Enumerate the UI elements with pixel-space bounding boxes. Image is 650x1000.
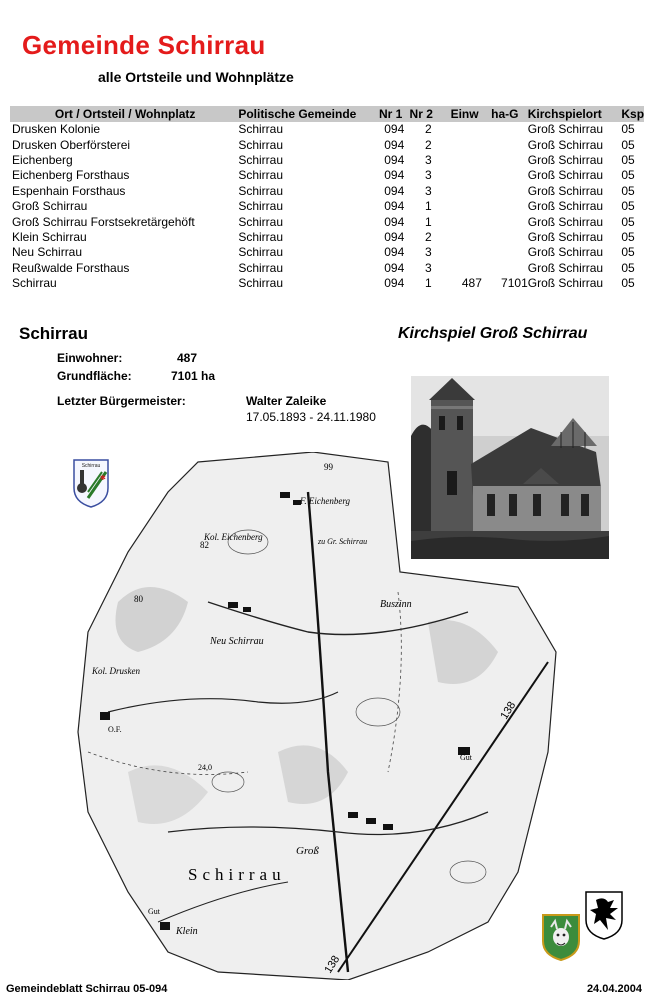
- table-cell: 094: [384, 260, 405, 275]
- table-cell: 05: [621, 276, 635, 291]
- table-cell: 094: [384, 168, 405, 183]
- mayor-label: Letzter Bürgermeister:: [57, 394, 186, 408]
- inhabitants-value: 487: [177, 351, 198, 365]
- table-cell: Groß Schirrau Forstsekretärgehöft: [12, 214, 195, 229]
- table-cell: 2: [425, 122, 432, 137]
- table-cell: Groß Schirrau: [527, 137, 604, 152]
- parish-heading: Kirchspiel Groß Schirrau: [398, 325, 588, 342]
- table-row: [10, 276, 644, 291]
- table-cell: Eichenberg: [12, 152, 73, 167]
- table-row: [10, 122, 644, 137]
- table-cell: Schirrau: [238, 199, 283, 214]
- table-cell: 05: [621, 199, 635, 214]
- table-cell: [447, 261, 482, 276]
- area-value: 7101 ha: [171, 369, 216, 383]
- map-label-neu-schirrau: Neu Schirrau: [210, 636, 264, 647]
- map-label-road-138-bottom: 138: [322, 953, 343, 976]
- table-cell: 094: [384, 183, 405, 198]
- table-cell: [482, 214, 528, 229]
- table-cell: Klein Schirrau: [12, 229, 87, 244]
- table-cell: 05: [621, 245, 635, 260]
- map-drawing: [48, 452, 560, 980]
- localities-table: [10, 106, 644, 291]
- table-cell: [447, 153, 482, 168]
- map-label-eichenberg: F. Eichenberg: [300, 496, 350, 506]
- table-cell: 094: [384, 229, 405, 244]
- table-cell: [447, 199, 482, 214]
- table-row: [10, 137, 644, 152]
- table-cell: Eichenberg Forsthaus: [12, 168, 130, 183]
- page-subtitle: alle Ortsteile und Wohnplätze: [98, 69, 294, 85]
- table-cell: [447, 230, 482, 245]
- table-cell: Groß Schirrau: [527, 199, 604, 214]
- table-cell: 2: [425, 229, 432, 244]
- table-cell: 094: [384, 276, 405, 291]
- map-label-82: 82: [200, 540, 209, 550]
- table-row: [10, 245, 644, 260]
- table-cell: Schirrau: [238, 260, 283, 275]
- map-label-kol-drusken: Kol. Drusken: [92, 666, 140, 676]
- table-cell: [447, 137, 482, 152]
- table-body: [10, 122, 644, 291]
- table-cell: [482, 153, 528, 168]
- table-cell: Schirrau: [238, 168, 283, 183]
- table-cell: Schirrau: [238, 183, 283, 198]
- map-label-buszinn: Buszinn: [380, 599, 412, 610]
- map-label-80: 80: [134, 594, 143, 604]
- table-cell: Schirrau: [12, 276, 57, 291]
- svg-text:✱: ✱: [100, 474, 106, 482]
- table-cell: 05: [621, 229, 635, 244]
- table-cell: [447, 245, 482, 260]
- inhabitants-label: Einwohner:: [57, 351, 123, 365]
- table-cell: Schirrau: [238, 137, 283, 152]
- table-cell: Groß Schirrau: [527, 122, 604, 137]
- table-cell: 3: [425, 245, 432, 260]
- table-cell: 05: [621, 152, 635, 167]
- table-cell: Groß Schirrau: [527, 229, 604, 244]
- map-label-road-138-top: 138: [498, 699, 519, 722]
- table-cell: [482, 137, 528, 152]
- table-cell: [482, 184, 528, 199]
- table-cell: 094: [384, 245, 405, 260]
- table-cell: Reußwalde Forsthaus: [12, 260, 130, 275]
- map-label-klein: Klein: [176, 926, 198, 937]
- table-cell: 3: [425, 168, 432, 183]
- table-cell: Schirrau: [238, 152, 283, 167]
- map-label-gut: Gut: [460, 753, 472, 762]
- map-label-schirrau: Schirrau: [188, 865, 286, 884]
- column-header: Nr 2: [410, 106, 448, 122]
- table-cell: 05: [621, 168, 635, 183]
- table-cell: 094: [384, 199, 405, 214]
- table-cell: [447, 122, 482, 137]
- table-row: [10, 261, 644, 276]
- area-label: Grundfläche:: [57, 369, 132, 383]
- table-row: [10, 199, 644, 214]
- table-cell: [482, 168, 528, 183]
- crest-caption: Schirrau: [81, 463, 101, 469]
- table-cell: 1: [425, 214, 432, 229]
- table-cell: 1: [425, 276, 432, 291]
- table-cell: 3: [425, 260, 432, 275]
- map-label-of: O.F.: [108, 725, 122, 734]
- page-title: Gemeinde Schirrau: [22, 30, 266, 60]
- table-cell: Groß Schirrau: [527, 214, 604, 229]
- table-cell: [447, 184, 482, 199]
- table-cell: Groß Schirrau: [527, 260, 604, 275]
- table-cell: 094: [384, 122, 405, 137]
- table-cell: [447, 168, 482, 183]
- table-cell: Groß Schirrau: [527, 276, 604, 291]
- table-row: [10, 214, 644, 229]
- footer-date: 24.04.2004: [586, 983, 642, 995]
- column-header: Politische Gemeinde: [238, 106, 379, 122]
- table-cell: [482, 261, 528, 276]
- map-label-24: 24,0: [198, 763, 212, 772]
- table-cell: Groß Schirrau: [527, 168, 604, 183]
- district-crest-icon: [541, 913, 581, 961]
- table-cell: Espenhain Forsthaus: [12, 183, 126, 198]
- table-cell: Schirrau: [238, 229, 283, 244]
- column-header: Einw: [447, 106, 482, 122]
- table-header-row: [10, 106, 644, 122]
- table-cell: [482, 199, 528, 214]
- table-cell: [482, 230, 528, 245]
- column-header: Kirchspielort: [528, 106, 614, 122]
- table-cell: 2: [425, 137, 432, 152]
- localities-table-container: [10, 106, 644, 291]
- map-label-99: 99: [324, 462, 333, 472]
- footer-sheet-id: Gemeindeblatt Schirrau 05-094: [6, 983, 168, 995]
- table-cell: Groß Schirrau: [527, 245, 604, 260]
- table-cell: Drusken Kolonie: [12, 122, 101, 137]
- table-cell: [482, 122, 528, 137]
- table-cell: Neu Schirrau: [12, 245, 83, 260]
- schirrau-crest-icon: [72, 458, 110, 508]
- table-cell: 094: [384, 214, 405, 229]
- table-cell: Groß Schirrau: [12, 199, 88, 214]
- map-label-zu-gr-schirrau: zu Gr. Schirrau: [318, 537, 368, 546]
- table-row: [10, 184, 644, 199]
- table-cell: 05: [621, 183, 635, 198]
- table-cell: Schirrau: [238, 122, 283, 137]
- table-cell: 487: [461, 276, 482, 291]
- column-header: Nr 1: [379, 106, 410, 122]
- table-cell: Drusken Oberförsterei: [12, 137, 131, 152]
- table-row: [10, 153, 644, 168]
- table-cell: 05: [621, 260, 635, 275]
- table-cell: 05: [621, 137, 635, 152]
- mayor-name: Walter Zaleike: [246, 394, 327, 408]
- table-row: [10, 230, 644, 245]
- map-label-kol-eichenberg: Kol. Eichenberg: [204, 532, 263, 542]
- table-cell: 3: [425, 183, 432, 198]
- column-header: Ksp: [613, 106, 644, 122]
- table-cell: [447, 214, 482, 229]
- table-cell: Groß Schirrau: [527, 152, 604, 167]
- table-cell: 094: [384, 137, 405, 152]
- table-cell: 1: [425, 199, 432, 214]
- mayor-dates: 17.05.1893 - 24.11.1980: [246, 410, 376, 424]
- table-cell: 3: [425, 152, 432, 167]
- table-cell: Schirrau: [238, 276, 283, 291]
- column-header: ha-G: [482, 106, 528, 122]
- table-cell: Schirrau: [238, 214, 283, 229]
- municipality-name: Schirrau: [19, 324, 88, 343]
- column-header: Ort / Ortsteil / Wohnplatz: [10, 106, 238, 122]
- table-cell: Schirrau: [238, 245, 283, 260]
- topographic-map: [48, 452, 560, 980]
- table-cell: 7101: [501, 276, 528, 291]
- eagle-crest-icon: [584, 890, 624, 940]
- table-row: [10, 168, 644, 183]
- table-cell: 05: [621, 214, 635, 229]
- map-label-gut-2: Gut: [148, 907, 160, 916]
- table-cell: 05: [621, 122, 635, 137]
- table-cell: Groß Schirrau: [527, 183, 604, 198]
- table-cell: [482, 245, 528, 260]
- map-label-gross: Groß: [296, 845, 319, 857]
- table-cell: 094: [384, 152, 405, 167]
